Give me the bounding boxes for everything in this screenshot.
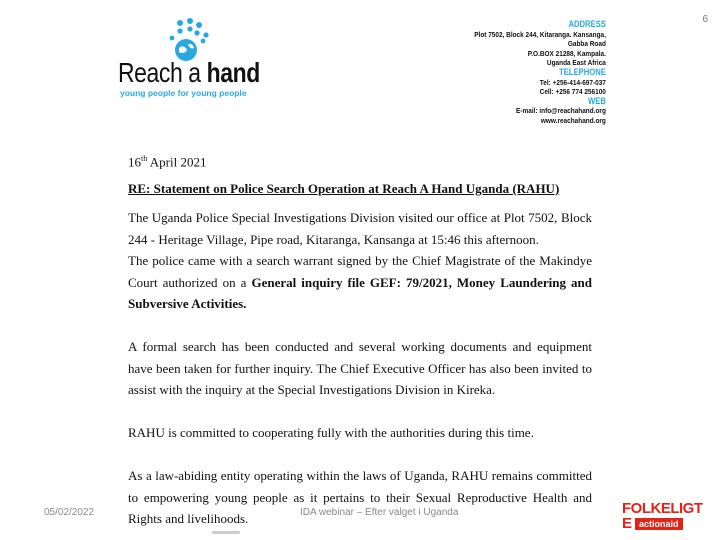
paragraph: A formal search has been conducted and several working documents and equipment have been taken for further inquiry. The Chief Executive Officer has also been invited to assist with the inquiry at the Special Investigations Division in Kireka.: [128, 339, 592, 398]
letter-subject: RE: Statement on Police Search Operation at Reach A Hand Uganda (RAHU): [128, 181, 560, 196]
logo-tagline: young people for young people: [120, 88, 247, 98]
address-heading: ADDRESS: [568, 19, 606, 29]
paragraph: The police came with a search warrant signed by the Chief Magistrate of the Makindye Court authorized on a General inquiry file GEF: 79/2021, Money Laundering and Subversive Activities.: [128, 253, 592, 312]
telephone-heading: TELEPHONE: [559, 66, 606, 77]
letterhead-address: [474, 20, 606, 126]
folkeligt-actionaid-logo: FOLKELIGT E actionaid: [622, 500, 703, 532]
telephone: Tel: +256-414-697-037: [539, 77, 606, 87]
address-line: Gabba Road: [567, 39, 606, 49]
paragraph: As a law-abiding entity operating within the laws of Uganda, RAHU remains committed to empowering young people as it pertains to their Sexual Reproductive Health and Rights and livelihoods.: [128, 468, 592, 527]
cell: Cell: +256 774 256100: [539, 87, 606, 97]
address-line: Plot 7502, Block 244, Kitaranga. Kansanga,: [474, 29, 606, 39]
paragraph: RAHU is committed to cooperating fully with the authorities during this time.: [128, 425, 534, 440]
scroll-indicator[interactable]: [212, 531, 240, 534]
slide-number: 6: [702, 14, 708, 25]
paragraph: The Uganda Police Special Investigations Division visited our office at Plot 7502, Block 244 - Heritage Village, Pipe road, Kitaranga, Kansanga at 15:46 this afternoon.: [128, 210, 592, 247]
email: E-mail: info@reachahand.org: [516, 106, 606, 116]
footer-date: 05/02/2022: [44, 507, 95, 518]
footer-title: IDA webinar – Efter valget i Uganda: [300, 507, 459, 518]
logo-name-bold: hand: [206, 57, 260, 88]
website: www.reachahand.org: [540, 115, 606, 125]
web-heading: WEB: [588, 95, 606, 106]
address-line: Uganda East Africa: [547, 58, 606, 68]
address-line: P.O.BOX 21288, Kampala.: [527, 48, 606, 58]
logo-name: Reach a: [118, 57, 207, 88]
reach-a-hand-logo: [118, 16, 263, 102]
letter-date: 16th April 2021: [128, 154, 207, 170]
letter-body: [128, 207, 592, 315]
